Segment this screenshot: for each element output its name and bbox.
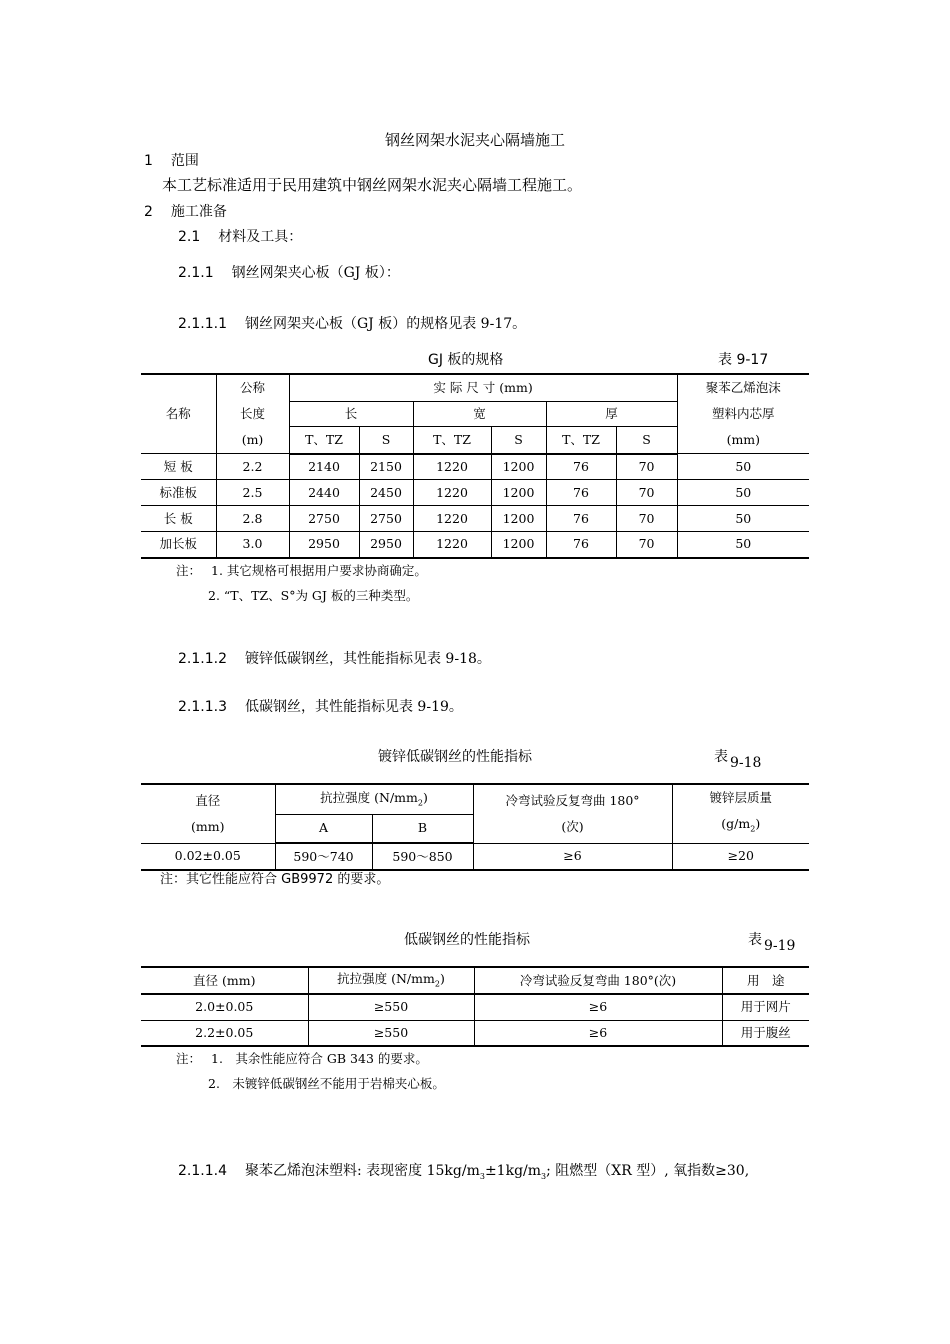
section-text: ±1kg/m [484,1163,542,1179]
header-line: 塑料内芯厚 [712,406,775,421]
cell-wide-s: 1200 [491,480,546,506]
section-text: 低碳钢丝，其性能指标见表 9-19。 [244,699,463,715]
cell-use: 用于腹丝 [722,1020,809,1046]
section-text: ; 阻燃型（XR 型）, 氧指数≥30, [546,1163,750,1179]
header-type-t-tz: T、TZ [413,427,491,454]
text-subscript: 3 [479,1171,485,1181]
section-2-1-1-2 [178,648,491,668]
table-row [141,454,809,480]
cell-thick-t: 76 [546,532,616,558]
section-number: 2.1.1 [178,265,214,281]
gj-board-spec-table [141,373,809,559]
header-text: ) [422,789,428,805]
header-type-t-tz: T、TZ [546,427,616,454]
cell-diameter: 2.2±0.05 [141,1020,308,1046]
cell-strength: ≥550 [308,994,474,1020]
table-label-prefix: 表 [714,749,728,765]
header-line: 长度 [239,406,265,421]
header-text: (g/m [721,816,751,831]
cell-diameter: 0.02±0.05 [141,843,275,870]
cell-bend: ≥6 [474,994,722,1020]
table-row [141,843,809,870]
cell-use: 用于网片 [722,994,809,1020]
table-note [176,1049,428,1067]
section-number: 2.1.1.2 [178,651,227,667]
header-width: 宽 [413,402,546,427]
header-line: (mm) [191,818,225,834]
section-number: 2.1 [178,229,201,245]
cell-long-t: 2750 [289,506,359,532]
cell-wide-t: 1220 [413,532,491,558]
header-type-s: S [616,427,677,454]
cell-core: 50 [677,532,809,558]
cell-long-s: 2450 [359,480,413,506]
header-bend-test [473,784,672,843]
header-type-t-tz: T、TZ [289,427,359,454]
header-line: 冷弯试验反复弯曲 180° [505,792,640,808]
header-nominal-length [216,374,289,454]
section-1-body: 本工艺标准适用于民用建筑中钢丝网架水泥夹心隔墙工程施工。 [162,176,583,194]
table-caption: 镀锌低碳钢丝的性能指标 [378,749,532,765]
section-text: 镀锌低碳钢丝，其性能指标见表 9-18。 [244,651,491,667]
header-type-s: S [359,427,413,454]
cell-bend: ≥6 [474,1020,722,1046]
header-text: 抗拉强度 (N/mm [320,789,418,805]
header-text: ) [439,970,445,986]
section-2-1-1-3 [178,696,463,716]
section-number: 2.1.1.3 [178,699,227,715]
header-bend-test: 冷弯试验反复弯曲 180°(次) [474,967,722,994]
table-label: 表 9-17 [718,352,769,368]
section-2-1-1 [178,262,400,282]
cell-long-t: 2440 [289,480,359,506]
table-note: 2. “T、TZ、S°为 GJ 板的三种类型。 [208,588,419,603]
cell-long-t: 2950 [289,532,359,558]
cell-long-s: 2950 [359,532,413,558]
cell-thick-t: 76 [546,506,616,532]
text-subscript: 3 [541,1171,547,1181]
document-title: 钢丝网架水泥夹心隔墙施工 [384,131,565,149]
table-caption: 低碳钢丝的性能指标 [404,932,530,948]
table-row [141,506,809,532]
cell-name: 短 板 [141,454,216,480]
table-row [141,994,809,1020]
section-number: 1 [144,153,153,169]
header-line: 镀锌层质量 [709,790,773,805]
section-text: 钢丝网架夹心板（GJ 板）： [231,265,400,281]
cell-name: 标准板 [141,480,216,506]
cell-length: 3.0 [216,532,289,558]
section-text: 聚苯乙烯泡沫塑料: 表现密度 15kg/m [244,1163,480,1179]
cell-thick-s: 70 [616,532,677,558]
header-grade-b: B [372,814,473,843]
cell-thick-s: 70 [616,506,677,532]
section-heading-text: 施工准备 [170,204,227,220]
cell-thick-t: 76 [546,480,616,506]
cell-wide-s: 1200 [491,454,546,480]
section-number: 2.1.1.4 [178,1163,227,1179]
header-diameter [141,784,275,843]
header-use: 用 途 [722,967,809,994]
note-text: 1. 其它规格可根据用户要求协商确定。 [211,563,427,578]
header-type-s: S [491,427,546,454]
cell-grade-a: 590～740 [275,843,372,870]
cell-diameter: 2.0±0.05 [141,994,308,1020]
cell-long-s: 2150 [359,454,413,480]
header-line: 公称 [239,380,265,395]
table-label [748,929,796,954]
cell-length: 2.2 [216,454,289,480]
header-length: 长 [289,402,413,427]
section-text: 材料及工具： [218,229,303,245]
section-1-heading [144,150,199,170]
header-tensile-strength [308,967,474,994]
table-caption: GJ 板的规格 [428,352,504,368]
note-label: 注： [176,563,202,578]
cell-thick-s: 70 [616,454,677,480]
section-number: 2.1.1.1 [178,316,227,332]
cell-name: 长 板 [141,506,216,532]
header-core-thickness [677,374,809,454]
header-line: (mm) [726,432,761,447]
low-carbon-wire-table [141,966,809,1047]
header-line [673,811,810,843]
section-heading-text: 范围 [170,153,199,169]
cell-name: 加长板 [141,532,216,558]
header-line: (m) [241,432,264,447]
cell-thick-t: 76 [546,454,616,480]
table-label-number: 9-19 [764,938,796,954]
cell-strength: ≥550 [308,1020,474,1046]
cell-wide-t: 1220 [413,480,491,506]
header-text: ) [755,816,761,831]
cell-length: 2.8 [216,506,289,532]
section-2-heading [144,201,227,221]
header-subscript: 2 [417,798,423,808]
cell-wide-s: 1200 [491,532,546,558]
cell-wide-t: 1220 [413,454,491,480]
galvanized-wire-table [141,783,809,871]
header-thickness: 厚 [546,402,677,427]
header-zinc-mass [672,784,809,843]
table-row [141,480,809,506]
cell-wide-t: 1220 [413,506,491,532]
section-number: 2 [144,204,153,220]
table-row [141,1020,809,1046]
cell-wide-s: 1200 [491,506,546,532]
header-line: 聚苯乙烯泡沫 [705,380,781,395]
section-text: 钢丝网架夹心板（GJ 板）的规格见表 9-17。 [244,316,527,332]
header-subscript: 2 [434,979,440,989]
table-label-prefix: 表 [748,932,762,948]
table-note [176,561,427,579]
header-grade-a: A [275,814,372,843]
header-actual-dimensions: 实 际 尺 寸 (mm) [289,374,677,402]
header-name: 名称 [141,374,216,454]
header-text: 抗拉强度 (N/mm [337,970,435,986]
header-subscript: 2 [750,824,756,834]
note-text: 1. 其余性能应符合 GB 343 的要求。 [211,1051,428,1066]
cell-thick-s: 70 [616,480,677,506]
table-label [714,746,762,771]
section-2-1-1-1 [178,313,526,333]
section-2-1 [178,226,302,246]
table-note: 2. 未镀锌低碳钢丝不能用于岩棉夹心板。 [208,1076,445,1091]
cell-long-t: 2140 [289,454,359,480]
cell-zinc: ≥20 [672,843,809,870]
cell-long-s: 2750 [359,506,413,532]
section-2-1-1-4 [178,1160,749,1181]
cell-bend: ≥6 [473,843,672,870]
cell-length: 2.5 [216,480,289,506]
note-label: 注： [176,1051,202,1066]
header-tensile-strength [275,784,473,814]
cell-core: 50 [677,480,809,506]
cell-core: 50 [677,454,809,480]
cell-core: 50 [677,506,809,532]
header-line: 直径 [195,792,221,808]
header-line: (次) [561,818,584,834]
table-note: 注：其它性能应符合 GB9972 的要求。 [160,872,390,887]
table-row [141,532,809,558]
header-diameter: 直径 (mm) [141,967,308,994]
cell-grade-b: 590～850 [372,843,473,870]
table-label-number: 9-18 [730,755,762,771]
